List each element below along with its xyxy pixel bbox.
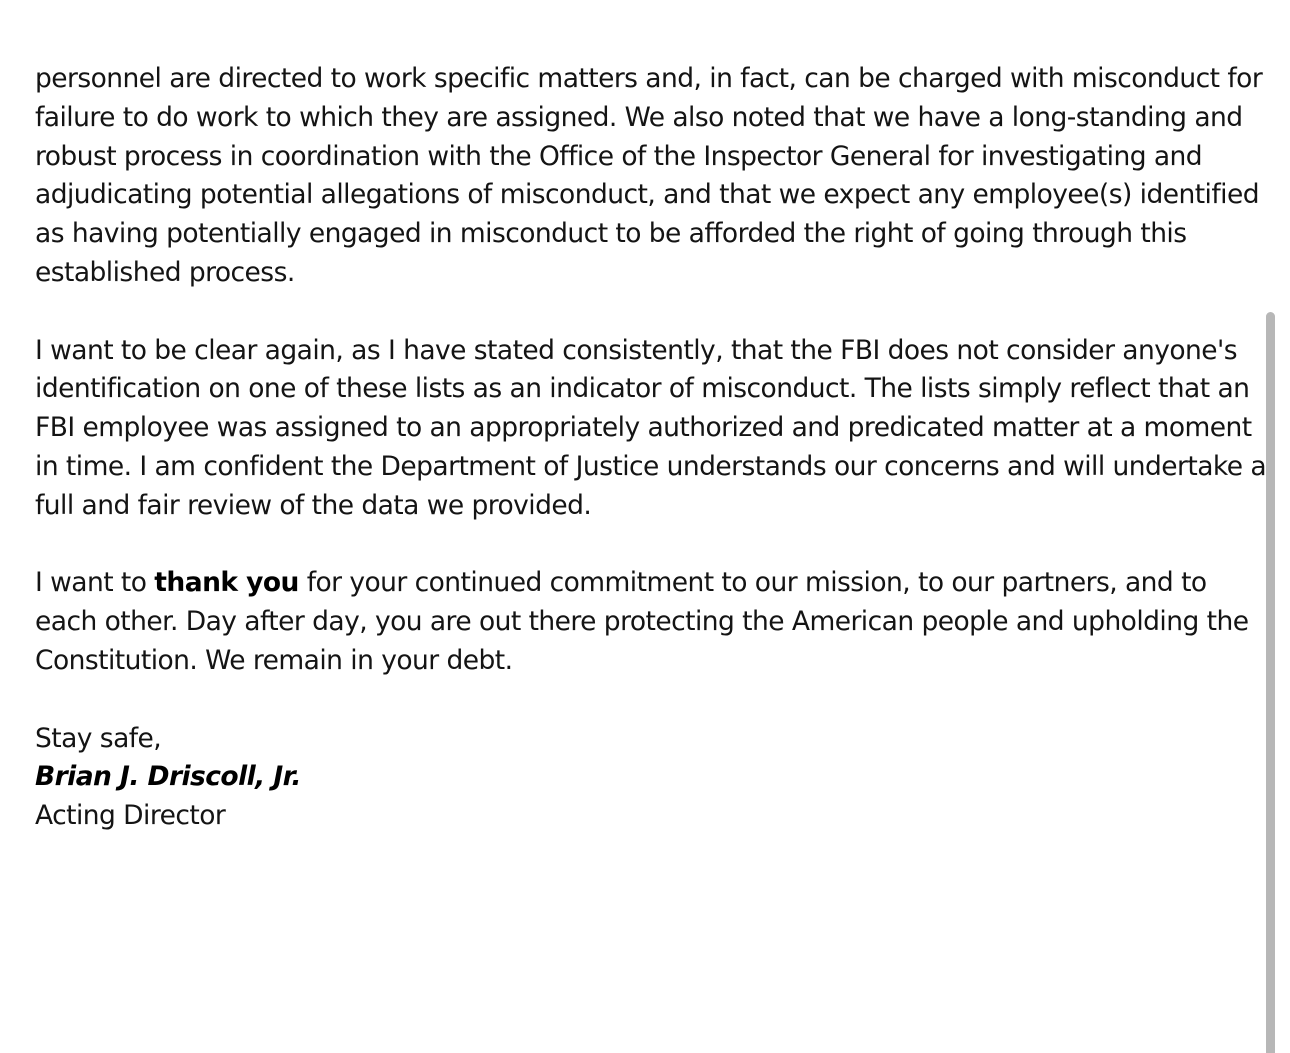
text-line: FBI employee was assigned to an appropriately authorized and predicated matter at a moment	[35, 412, 1252, 444]
paragraph-thank-you	[35, 564, 1271, 680]
text-line: full and fair review of the data we provided.	[35, 489, 592, 521]
text-line: I want to be clear again, as I have stated consistently, that the FBI does not consider anyone's	[35, 334, 1238, 366]
text-line: Constitution. We remain in your debt.	[35, 644, 513, 676]
bold-thank-you: thank you	[154, 567, 299, 599]
signature-block	[35, 720, 1271, 836]
text-line: each other. Day after day, you are out there protecting the American people and upholding the	[35, 606, 1249, 638]
paragraph-misconduct-process	[35, 60, 1271, 293]
signature-name: Brian J. Driscoll, Jr.	[35, 761, 301, 793]
text-line: robust process in coordination with the Office of the Inspector General for investigating and	[35, 140, 1203, 172]
vertical-scrollbar[interactable]	[1266, 312, 1278, 1053]
text-line: identification on one of these lists as an indicator of misconduct. The lists simply reflect that an	[35, 373, 1250, 405]
text-segment: for your continued commitment to our mission, to our partners, and to	[298, 567, 1207, 599]
text-segment: I want to	[35, 567, 155, 599]
text-line: established process.	[35, 256, 295, 288]
message-body	[35, 60, 1271, 836]
signature-title: Acting Director	[35, 800, 226, 832]
text-line: failure to do work to which they are assigned. We also noted that we have a long-standing and	[35, 101, 1243, 133]
scrollbar-thumb[interactable]	[1266, 312, 1275, 1053]
text-line: adjudicating potential allegations of misconduct, and that we expect any employee(s) identified	[35, 179, 1259, 211]
text-line: personnel are directed to work specific matters and, in fact, can be charged with misconduct for	[35, 63, 1263, 94]
paragraph-lists-statement	[35, 332, 1271, 526]
text-line: as having potentially engaged in misconduct to be afforded the right of going through this	[35, 218, 1187, 250]
text-line: in time. I am confident the Department of Justice understands our concerns and will undertake a	[35, 450, 1267, 482]
text-line	[35, 564, 1271, 603]
signature-closing: Stay safe,	[35, 722, 162, 754]
